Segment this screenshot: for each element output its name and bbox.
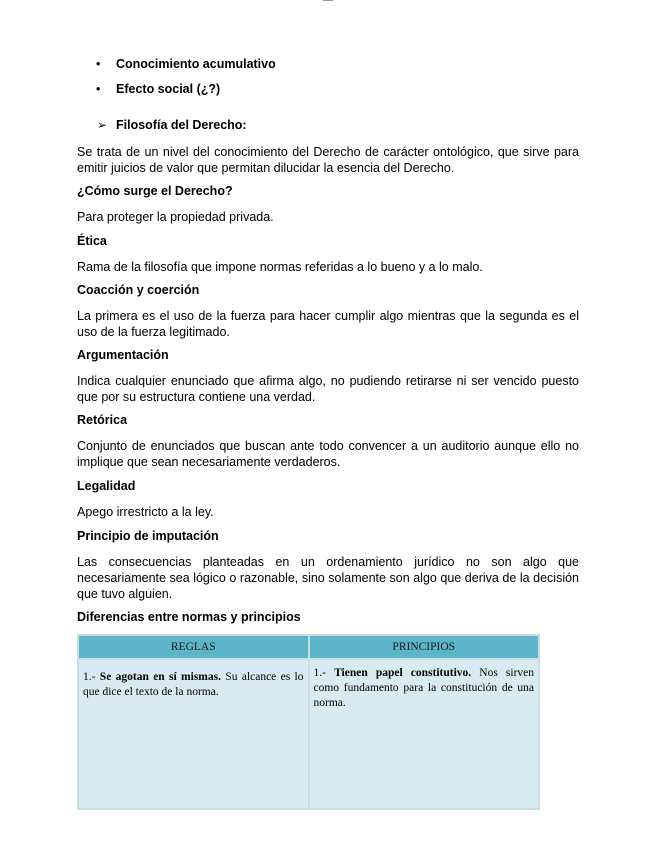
cell-text: Nos sirven como fundamento para la constitución de una norma. (313, 667, 534, 709)
entry-text: Apego irrestricto a la ley. (77, 505, 214, 519)
entry-heading: Ética (77, 234, 107, 248)
bullet-icon: • (96, 57, 101, 71)
cell-bold-text: Tienen papel constitutivo. (334, 667, 472, 679)
cell-number: 1.- (313, 667, 335, 679)
bullet-text: Conocimiento acumulativo (116, 57, 276, 71)
entry-text: La primera es el uso de la fuerza para hacer cumplir algo mientras que la segunda es el uso de la fuerza legitimado. (77, 309, 579, 339)
entry-heading: Argumentación (77, 348, 169, 362)
comparison-table (77, 634, 540, 810)
arrow-bullet-icon: ➢ (97, 118, 108, 132)
bullet-text: Efecto social (¿?) (116, 82, 221, 96)
table-cell-principles (309, 659, 540, 809)
section-title-text: Filosofía del Derecho: (116, 118, 247, 132)
page-top-mark (323, 0, 333, 1)
entry-heading: Legalidad (77, 479, 136, 493)
entry-heading: Retórica (77, 413, 128, 427)
entry-heading: ¿Cómo surge el Derecho? (77, 184, 233, 198)
entry-heading: Coacción y coerción (77, 283, 200, 297)
entry-text: Indica cualquier enunciado que afirma algo, no pudiendo retirarse ni ser vencido puesto que por su estructura contiene una verdad. (77, 374, 579, 404)
bullet-item (96, 57, 276, 71)
table-row (78, 659, 539, 809)
entry-text: Conjunto de enunciados que buscan ante todo convencer a un auditorio aunque ello no implique que sean necesariamente verdaderos. (77, 439, 579, 469)
entry-text: Rama de la filosofía que impone normas referidas a lo bueno y a lo malo. (77, 260, 483, 274)
cell-number: 1.- (83, 671, 100, 683)
entry-text: Para proteger la propiedad privada. (77, 210, 274, 224)
entry-text: Las consecuencias planteadas en un ordenamiento jurídico no son algo que necesariamente sea lógico o razonable, sino solamente son algo que deriva de la decisión que tuvo alguien. (77, 555, 579, 601)
cell-bold-text: Se agotan en sí mismas. (99, 671, 221, 683)
table-cell-rules (78, 659, 309, 809)
table-header-row (78, 635, 539, 659)
entry-heading: Principio de imputación (77, 529, 219, 543)
bullet-icon: • (96, 82, 101, 96)
table-header-principles: PRINCIPIOS (309, 635, 540, 659)
section-intro: Se trata de un nivel del conocimiento del Derecho de carácter ontológico, que sirve para emitir juicios de valor que permitan dilucidar la esencia del Derecho. (77, 145, 579, 175)
section-title (97, 118, 247, 132)
table-title: Diferencias entre normas y principios (77, 610, 301, 624)
table-header-rules: REGLAS (78, 635, 309, 659)
cell-text: Su alcance es lo que dice el texto de la norma. (83, 671, 304, 698)
bullet-item (96, 82, 220, 96)
